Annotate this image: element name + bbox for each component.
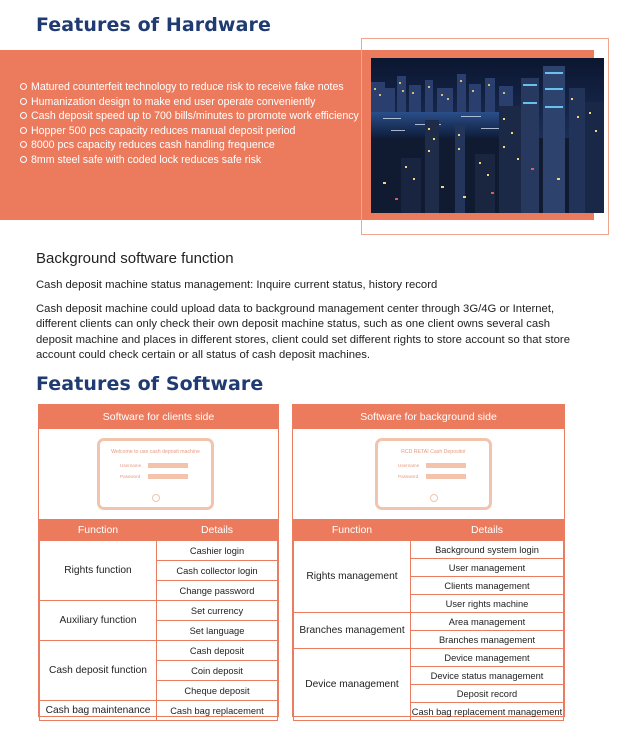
background-software-panel	[292, 404, 565, 717]
background-description: Cash deposit machine could upload data to background management center through 3G/4G or Internet, different clients can only check their own deposit machine status, such as one client owns several cash deposit machine and places in different stores, client could set different rights to store account so that store account could check certain or all status of cash deposit machines.	[36, 303, 570, 362]
table-header-row	[294, 520, 564, 541]
detail-cell: Deposit record	[411, 685, 564, 703]
feature-item: 8000 pcs capacity reduces cash handling frequence	[20, 138, 360, 153]
detail-cell: Clients management	[411, 577, 564, 595]
detail-cell: Coin deposit	[157, 661, 278, 681]
background-function-table	[293, 519, 564, 721]
function-column-header: Function	[294, 520, 411, 541]
details-column-header: Details	[157, 520, 278, 541]
function-cell: Cash bag maintenance	[40, 701, 157, 721]
username-label: Username	[398, 463, 420, 468]
home-button-icon	[430, 494, 438, 502]
screen-title: Welcome to use cash deposit machine	[111, 449, 200, 455]
home-button-icon	[152, 494, 160, 502]
feature-item: Hopper 500 pcs capacity reduces manual deposit period	[20, 124, 360, 139]
background-panel-header: Software for background side	[293, 405, 564, 429]
function-cell: Cash deposit function	[40, 641, 157, 701]
client-panel-header: Software for clients side	[39, 405, 278, 429]
detail-cell: Cash bag replacement management	[411, 703, 564, 721]
screen-title: RCD RETAI Cash Depositor	[401, 449, 466, 455]
function-cell: Rights function	[40, 541, 157, 601]
city-night-photo	[371, 58, 604, 213]
function-cell: Auxiliary function	[40, 601, 157, 641]
function-cell: Rights management	[294, 541, 411, 613]
client-software-panel	[38, 404, 279, 717]
feature-item: Humanization design to make end user operate conveniently	[20, 95, 360, 110]
username-input-illustration	[148, 463, 188, 468]
circle-bullet-icon	[20, 83, 27, 90]
circle-bullet-icon	[20, 112, 27, 119]
detail-cell: Branches management	[411, 631, 564, 649]
detail-cell: Area management	[411, 613, 564, 631]
detail-cell: Change password	[157, 581, 278, 601]
table-row	[294, 649, 564, 667]
feature-item: 8mm steel safe with coded lock reduces safe risk	[20, 153, 360, 168]
tablet-icon	[375, 438, 492, 510]
software-title: Features of Software	[36, 373, 264, 395]
tablet-icon	[97, 438, 214, 510]
table-row	[40, 601, 278, 621]
detail-cell: Background system login	[411, 541, 564, 559]
detail-cell: Device management	[411, 649, 564, 667]
hardware-title: Features of Hardware	[36, 14, 271, 36]
table-row	[40, 641, 278, 661]
detail-cell: Cash deposit	[157, 641, 278, 661]
table-row	[294, 541, 564, 559]
detail-cell: Set currency	[157, 601, 278, 621]
table-row	[40, 701, 278, 721]
feature-item: Cash deposit speed up to 700 bills/minutes to promote work efficiency	[20, 109, 360, 124]
status-management-line: Cash deposit machine status management: Inquire current status, history record	[36, 279, 438, 291]
table-row	[294, 613, 564, 631]
feature-item: Matured counterfeit technology to reduce risk to receive fake notes	[20, 80, 360, 95]
table-row	[40, 541, 278, 561]
detail-cell: User rights machine	[411, 595, 564, 613]
detail-cell: Cash bag replacement	[157, 701, 278, 721]
client-function-table	[39, 519, 278, 721]
circle-bullet-icon	[20, 156, 27, 163]
circle-bullet-icon	[20, 141, 27, 148]
password-label: Password	[398, 474, 419, 479]
detail-cell: User management	[411, 559, 564, 577]
circle-bullet-icon	[20, 98, 27, 105]
background-software-heading: Background software function	[36, 250, 234, 267]
detail-cell: Cheque deposit	[157, 681, 278, 701]
password-input-illustration	[148, 474, 188, 479]
detail-cell: Cashier login	[157, 541, 278, 561]
function-cell: Device management	[294, 649, 411, 721]
detail-cell: Cash collector login	[157, 561, 278, 581]
password-input-illustration	[426, 474, 466, 479]
password-label: Password	[120, 474, 141, 479]
hardware-feature-list	[20, 80, 360, 168]
circle-bullet-icon	[20, 127, 27, 134]
function-column-header: Function	[40, 520, 157, 541]
function-cell: Branches management	[294, 613, 411, 649]
table-header-row	[40, 520, 278, 541]
username-input-illustration	[426, 463, 466, 468]
detail-cell: Set language	[157, 621, 278, 641]
detail-cell: Device status management	[411, 667, 564, 685]
details-column-header: Details	[411, 520, 564, 541]
username-label: Username	[120, 463, 142, 468]
